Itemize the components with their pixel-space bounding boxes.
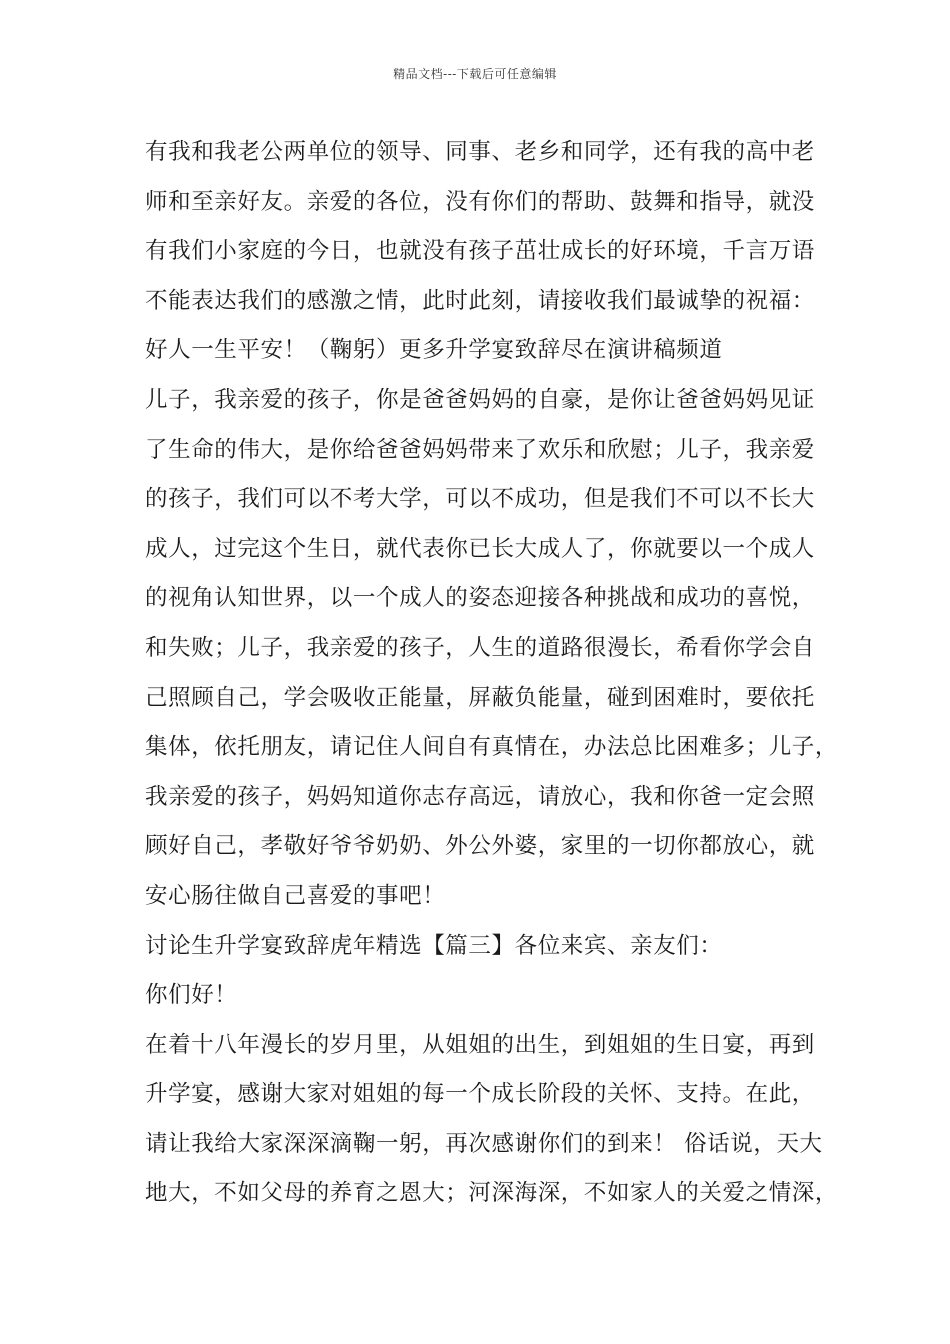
text-line: 师和至亲好友。亲爱的各位，没有你们的帮助、鼓舞和指导，就没 [145, 188, 815, 215]
text-line: 在着十八年漫长的岁月里，从姐姐的出生，到姐姐的生日宴，再到 [145, 1031, 815, 1058]
text-line: 安心肠往做自己喜爱的事吧！ [145, 882, 446, 909]
section-heading-line: 讨论生升学宴致辞虎年精选【篇三】各位来宾、亲友们： [145, 932, 723, 959]
text-line: 不能表达我们的感激之情，此时此刻，请接收我们最诚挚的祝福： [145, 287, 815, 314]
text-line: 的视角认知世界，以一个成人的姿态迎接各种挑战和成功的喜悦， [145, 585, 815, 612]
text-line: 的孩子，我们可以不考大学，可以不成功，但是我们不可以不长大 [145, 486, 815, 513]
text-line: 地大，不如父母的养育之恩大；河深海深，不如家人的关爱之情深， [145, 1180, 839, 1207]
text-line: 升学宴，感谢大家对姐姐的每一个成长阶段的关怀、支持。在此， [145, 1081, 815, 1108]
text-line: 顾好自己，孝敬好爷爷奶奶、外公外婆，家里的一切你都放心，就 [145, 833, 815, 860]
text-line: 成人，过完这个生日，就代表你已长大成人了，你就要以一个成人 [145, 535, 815, 562]
page-header: 精品文档---下载后可任意编辑 [393, 67, 557, 81]
text-line: 有我和我老公两单位的领导、同事、老乡和同学，还有我的高中老 [145, 139, 815, 165]
text-line: 好人一生平安！（鞠躬）更多升学宴致辞尽在演讲稿频道 [145, 337, 723, 364]
text-line: 集体，依托朋友，请记住人间自有真情在，办法总比困难多；儿子， [145, 734, 839, 761]
text-line: 有我们小家庭的今日，也就没有孩子茁壮成长的好环境，千言万语 [145, 238, 815, 265]
text-line: 了生命的伟大，是你给爸爸妈妈带来了欢乐和欣慰；儿子，我亲爱 [145, 436, 815, 463]
text-line: 请让我给大家深深滴鞠一躬，再次感谢你们的到来！ 俗话说，天大 [145, 1130, 823, 1157]
text-line: 和失败；儿子，我亲爱的孩子，人生的道路很漫长，希看你学会自 [145, 634, 815, 661]
text-line: 儿子，我亲爱的孩子，你是爸爸妈妈的自豪，是你让爸爸妈妈见证 [145, 386, 815, 413]
greeting-line: 你们好！ [145, 982, 238, 1009]
text-line: 己照顾自己，学会吸收正能量，屏蔽负能量，碰到困难时，要依托 [145, 684, 815, 711]
body-text [145, 128, 839, 1219]
text-line: 我亲爱的孩子，妈妈知道你志存高远，请放心，我和你爸一定会照 [145, 783, 815, 810]
